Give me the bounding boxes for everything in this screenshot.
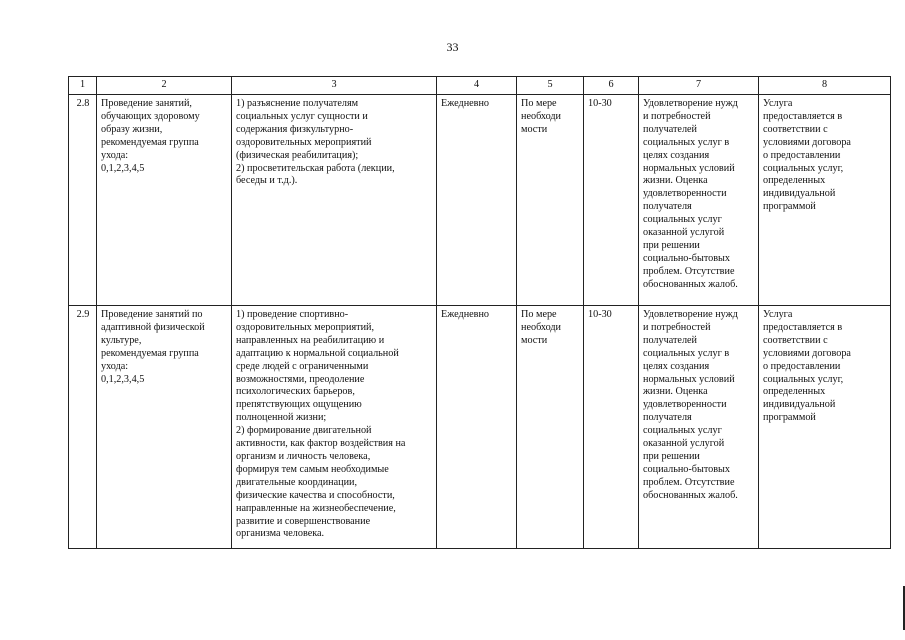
header-cell: 6: [584, 77, 639, 95]
header-cell: 3: [232, 77, 437, 95]
page-number: 33: [446, 40, 459, 54]
service-conditions: Услуга предоставляется в соответствии с условиями договора о предоставлении социальных услуг, определенных индивидуальной программой: [759, 306, 891, 549]
header-cell: 4: [437, 77, 517, 95]
table-header-row: [69, 77, 891, 95]
table-row: [69, 306, 891, 549]
service-volume: По мере необходи мости: [517, 306, 584, 549]
service-duration: 10-30: [584, 306, 639, 549]
header-cell: 8: [759, 77, 891, 95]
services-table: [68, 76, 891, 549]
service-name: Проведение занятий, обучающих здоровому образу жизни, рекомендуемая группа ухода: 0,1,2,3,4,5: [97, 95, 232, 306]
row-number: 2.8: [69, 95, 97, 306]
service-conditions: Услуга предоставляется в соответствии с условиями договора о предоставлении социальных услуг, определенных индивидуальной программой: [759, 95, 891, 306]
row-number: 2.9: [69, 306, 97, 549]
service-quality: Удовлетворение нужд и потребностей получателей социальных услуг в целях создания нормальных условий жизни. Оценка удовлетворенности получателя социальных услуг оказанной услугой при решении социально-бытовых проблем. Отсутствие обоснованных жалоб.: [639, 95, 759, 306]
service-frequency: Ежедневно: [437, 95, 517, 306]
service-content: 1) проведение спортивно- оздоровительных мероприятий, направленных на реабилитацию и адаптацию к нормальной социальной среде людей с ограниченными возможностями, преодоление психологических барьеров, препятствующих ощущению полноценной жизни; 2) формирование двигательной активности, как фактор воздействия на организм и личность человека, формируя тем самым необходимые двигательные координации, физические качества и способности, направленные на жизнеобеспечение, развитие и совершенствование организма человека.: [232, 306, 437, 549]
header-cell: 7: [639, 77, 759, 95]
service-duration: 10-30: [584, 95, 639, 306]
service-content: 1) разъяснение получателям социальных услуг сущности и содержания физкультурно- оздоровительных мероприятий (физическая реабилитация); 2) просветительская работа (лекции, беседы и т.д.).: [232, 95, 437, 306]
header-cell: 1: [69, 77, 97, 95]
service-name: Проведение занятий по адаптивной физической культуре, рекомендуемая группа ухода: 0,1,2,3,4,5: [97, 306, 232, 549]
service-frequency: Ежедневно: [437, 306, 517, 549]
header-cell: 2: [97, 77, 232, 95]
service-quality: Удовлетворение нужд и потребностей получателей социальных услуг в целях создания нормальных условий жизни. Оценка удовлетворенности получателя социальных услуг оказанной услугой при решении социально-бытовых проблем. Отсутствие обоснованных жалоб.: [639, 306, 759, 549]
header-cell: 5: [517, 77, 584, 95]
service-volume: По мере необходи мости: [517, 95, 584, 306]
table-row: [69, 95, 891, 306]
